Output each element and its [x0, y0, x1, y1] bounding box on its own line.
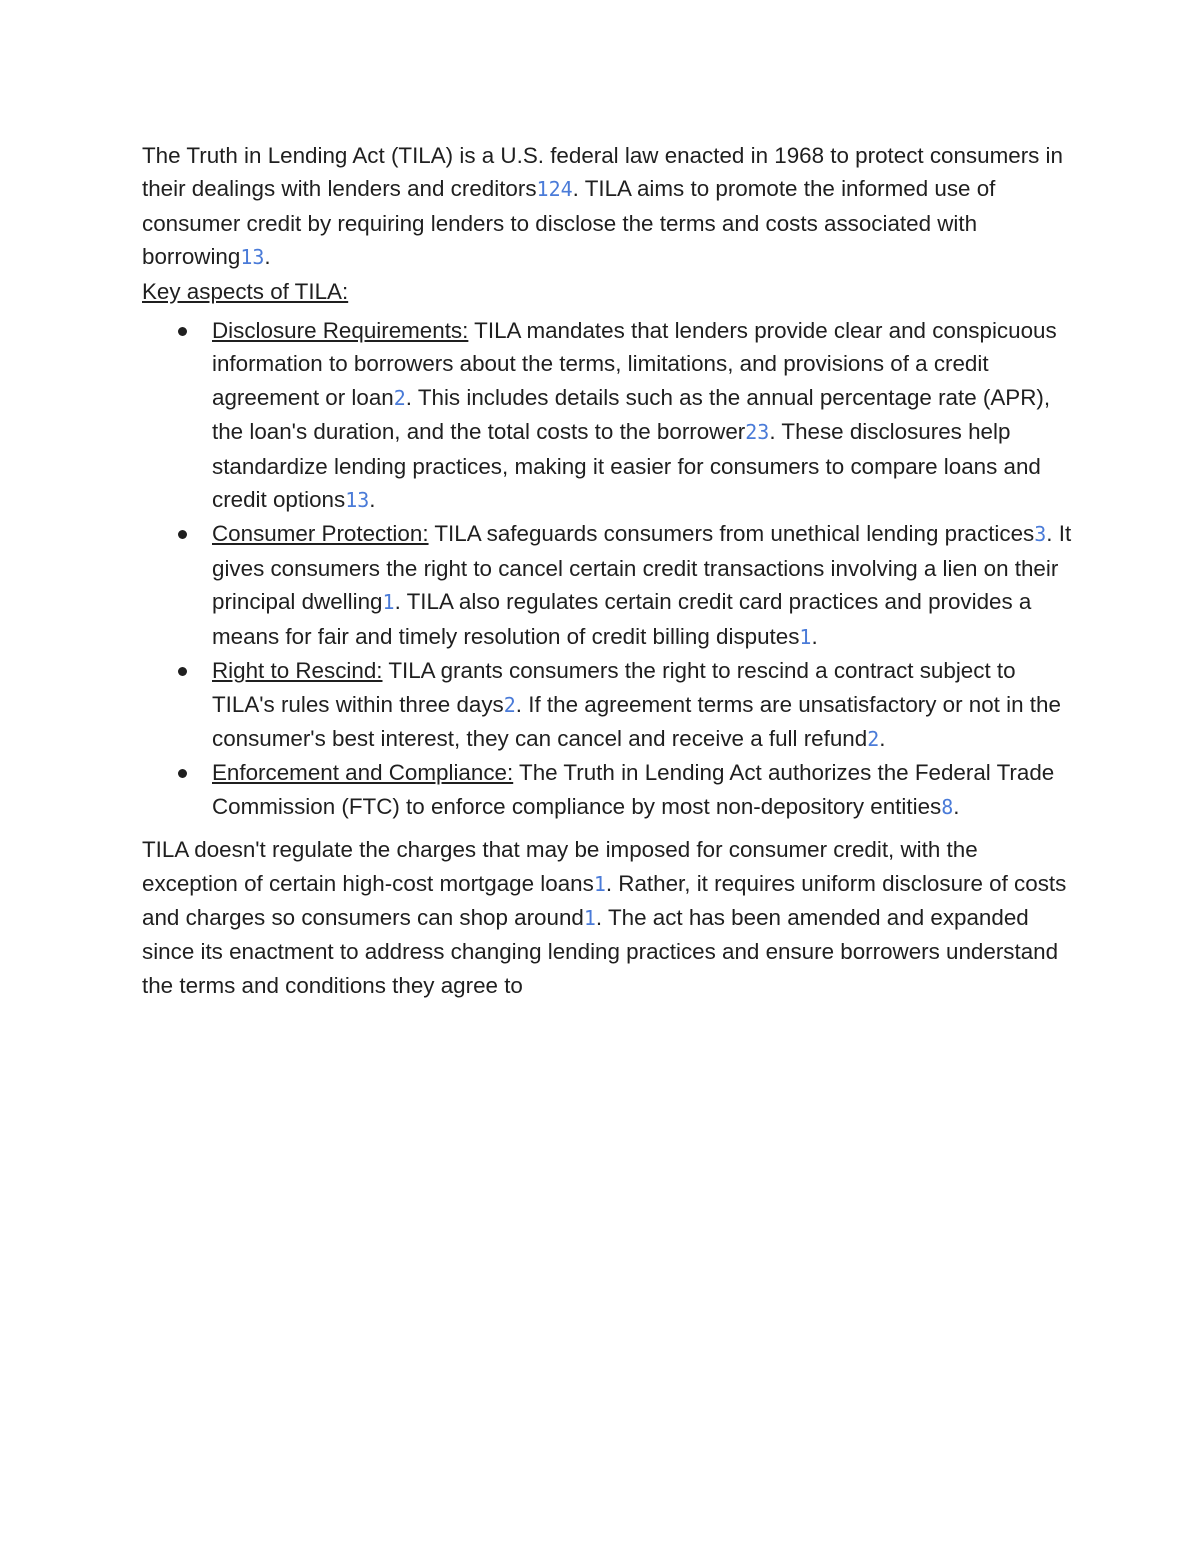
bullet-end: . — [811, 623, 818, 649]
citation-marker[interactable]: 23 — [745, 420, 770, 445]
citation-marker[interactable]: 13 — [240, 245, 265, 270]
bullet-icon — [178, 530, 187, 539]
citation-marker[interactable]: 124 — [536, 177, 573, 202]
citation-marker[interactable]: 1 — [593, 871, 606, 896]
key-aspects-heading: Key aspects of TILA: — [142, 278, 349, 304]
bullet-term: Consumer Protection: — [212, 521, 429, 547]
document-body — [142, 139, 1072, 1002]
list-item — [212, 756, 1072, 824]
list-item — [212, 517, 1072, 654]
citation-marker[interactable]: 1 — [799, 624, 812, 649]
citation-marker[interactable]: 8 — [941, 794, 954, 819]
bullet-term: Right to Rescind: — [212, 658, 383, 684]
citation-marker[interactable]: 2 — [867, 726, 880, 751]
bullet-end: . — [369, 487, 376, 513]
bullet-text: . It gives consumers the right to cancel certain credit transactions involving a lien on their principal dwelling — [212, 521, 1072, 615]
bullet-icon — [178, 667, 187, 676]
outro-paragraph — [142, 833, 1072, 1002]
outro-text-3: . The act has been amended and expanded since its enactment to address changing lending practices and ensure borrowers understand the terms and conditions they agree to — [142, 904, 1059, 998]
bullet-icon — [178, 327, 187, 336]
citation-marker[interactable]: 13 — [345, 488, 370, 513]
list-item — [212, 654, 1072, 756]
bullet-end: . — [953, 793, 960, 819]
bullet-text: . If the agreement terms are unsatisfactory or not in the consumer's best interest, they can cancel and receive a full refund — [212, 691, 1061, 751]
bullet-term: Enforcement and Compliance: — [212, 760, 514, 786]
citation-marker[interactable]: 3 — [1034, 522, 1047, 547]
bullet-term: Disclosure Requirements: — [212, 318, 469, 344]
bullet-end: . — [879, 725, 886, 751]
key-aspects-list — [142, 314, 1072, 824]
citation-marker[interactable]: 1 — [583, 905, 596, 930]
bullet-text: TILA safeguards consumers from unethical lending practices — [428, 521, 1035, 547]
list-item — [212, 314, 1072, 517]
bullet-text: The Truth in Lending Act authorizes the Federal Trade Commission (FTC) to enforce compliance by most non-depository entities — [212, 760, 1055, 819]
outro-text-2: . Rather, it requires uniform disclosure of costs and charges so consumers can shop around — [142, 870, 1067, 930]
citation-marker[interactable]: 2 — [393, 385, 406, 410]
intro-text-2: . TILA aims to promote the informed use of consumer credit by requiring lenders to disclose the terms and costs associated with borrowing — [142, 176, 996, 270]
intro-text-1: The Truth in Lending Act (TILA) is a U.S. federal law enacted in 1968 to protect consumers in their dealings with lenders and creditors — [142, 143, 1063, 202]
bullet-text: . These disclosures help standardize lending practices, making it easier for consumers to compare loans and credit options — [212, 419, 1041, 513]
bullet-icon — [178, 769, 187, 778]
intro-text-3: . — [264, 244, 271, 270]
bullet-text: TILA grants consumers the right to rescind a contract subject to TILA's rules within three days — [212, 658, 1016, 717]
bullet-text: TILA mandates that lenders provide clear and conspicuous information to borrowers about the terms, limitations, and provisions of a credit agreement or loan — [212, 318, 1057, 410]
bullet-text: . TILA also regulates certain credit card practices and provides a means for fair and timely resolution of credit billing disputes — [212, 589, 1032, 649]
citation-marker[interactable]: 1 — [382, 590, 395, 615]
outro-text-1: TILA doesn't regulate the charges that may be imposed for consumer credit, with the exception of certain high-cost mortgage loans — [142, 837, 978, 896]
intro-paragraph — [142, 139, 1072, 275]
citation-marker[interactable]: 2 — [503, 692, 516, 717]
bullet-text: . This includes details such as the annual percentage rate (APR), the loan's duration, and the total costs to the borrower — [212, 384, 1051, 445]
